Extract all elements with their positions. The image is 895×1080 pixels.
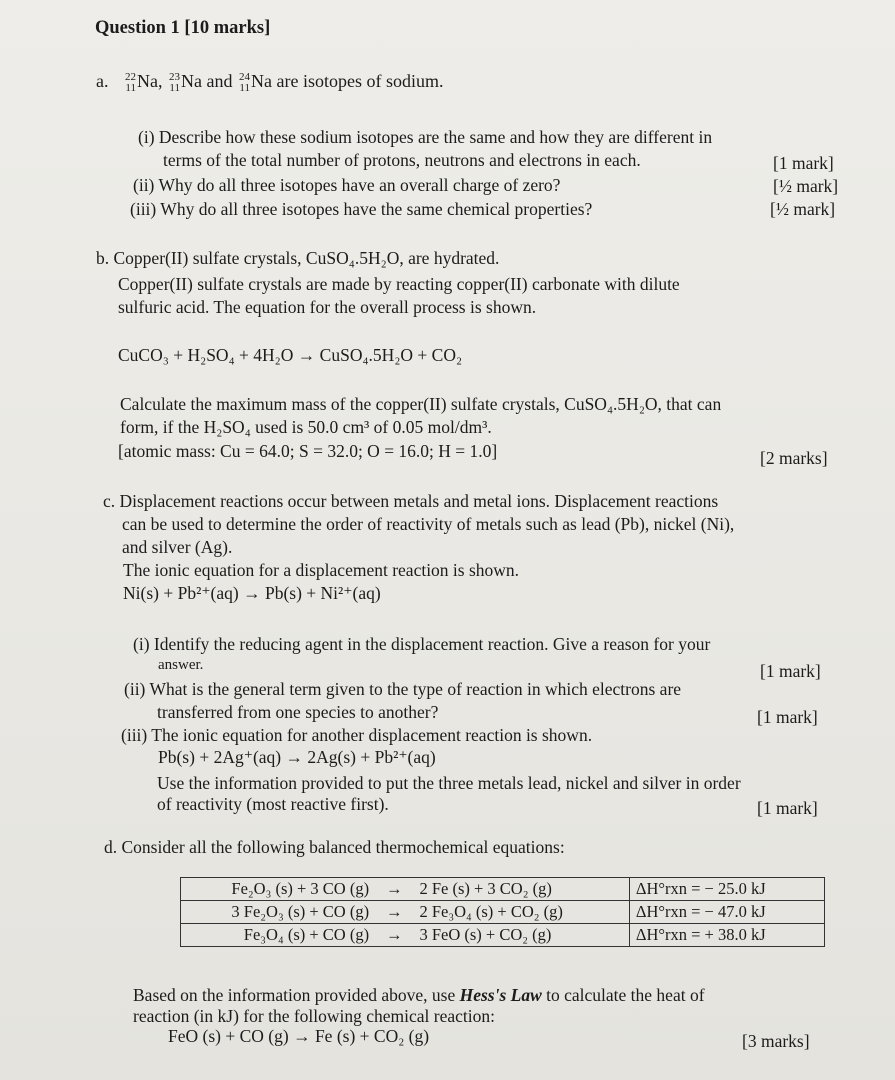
- part-c-q3-marks: [1 mark]: [757, 798, 818, 818]
- part-d-target-equation: FeO (s) + CO (g) → Fe (s) + CO₂ (g): [168, 1026, 430, 1046]
- part-a-intro-tail: are isotopes of sodium.: [276, 71, 444, 91]
- isotope-na-22: [125, 70, 158, 94]
- part-b-line1: b. Copper(II) sulfate crystals, CuSO₄.5H₂O, are hydrated.: [96, 248, 500, 268]
- part-a-q1-marks: [1 mark]: [773, 153, 834, 173]
- thermochemical-equations-table: [180, 877, 825, 947]
- hess-text-post: to calculate the heat of: [541, 985, 705, 1005]
- products-cell: 2 Fe₃O₄ (s) + CO₂ (g): [413, 901, 629, 924]
- reactants-cell: 3 Fe₂O₃ (s) + CO (g): [181, 901, 376, 924]
- hess-text-pre: Based on the information provided above, use: [133, 985, 460, 1005]
- products-cell: 2 Fe (s) + 3 CO₂ (g): [413, 878, 629, 901]
- part-d-hess-line1: [133, 984, 705, 1006]
- enthalpy-cell: ΔH°rxn = + 38.0 kJ: [629, 924, 824, 947]
- isotope-z: 11: [239, 81, 250, 94]
- part-a-q1-line2: terms of the total number of protons, neutrons and electrons in each.: [163, 150, 641, 170]
- table-row: [181, 924, 825, 947]
- isotope-conjunction: and: [206, 71, 233, 91]
- question-title: Question 1 [10 marks]: [95, 18, 271, 38]
- part-c-q1-line1: (i) Identify the reducing agent in the displacement reaction. Give a reason for your: [133, 634, 711, 654]
- part-a-q1-line1: (i) Describe how these sodium isotopes are the same and how they are different in: [138, 127, 713, 147]
- table-row: [181, 901, 825, 924]
- arrow-cell: →: [375, 878, 413, 901]
- part-c-equation: Ni(s) + Pb²⁺(aq) → Pb(s) + Ni²⁺(aq): [123, 583, 381, 603]
- isotope-mass: 22: [125, 70, 136, 83]
- isotope-na-24: [239, 70, 272, 94]
- reactants-cell: Fe₃O₄ (s) + CO (g): [181, 924, 376, 947]
- part-b-line3: sulfuric acid. The equation for the overall process is shown.: [118, 297, 537, 317]
- isotope-na-23: [169, 70, 202, 94]
- part-b-equation: CuCO₃ + H₂SO₄ + 4H₂O → CuSO₄.5H₂O + CO₂: [118, 345, 463, 365]
- isotope-symbol: Na: [137, 71, 158, 91]
- part-c-q3-line1: (iii) The ionic equation for another displacement reaction is shown.: [121, 725, 593, 745]
- enthalpy-cell: ΔH°rxn = − 47.0 kJ: [629, 901, 824, 924]
- products-cell: 3 FeO (s) + CO₂ (g): [413, 924, 629, 947]
- part-b-marks: [2 marks]: [760, 448, 828, 468]
- isotope-symbol: Na: [181, 71, 202, 91]
- part-c-line3: and silver (Ag).: [122, 537, 233, 557]
- part-c-q2-line2: transferred from one species to another?: [157, 702, 439, 722]
- part-b-calc-line2: form, if the H₂SO₄ used is 50.0 cm³ of 0.05 mol/dm³.: [120, 417, 492, 437]
- hess-law-emphasis: Hess's Law: [459, 985, 542, 1005]
- part-c-q3-equation: Pb(s) + 2Ag⁺(aq) → 2Ag(s) + Pb²⁺(aq): [158, 747, 436, 767]
- part-a-q3: (iii) Why do all three isotopes have the same chemical properties?: [130, 199, 593, 219]
- isotope-symbol: Na: [251, 71, 272, 91]
- part-c-q1-marks: [1 mark]: [760, 661, 821, 681]
- part-a-heading: [96, 70, 443, 94]
- part-c-line2: can be used to determine the order of reactivity of metals such as lead (Pb), nickel (Ni),: [122, 514, 735, 534]
- part-b-calc-line1: Calculate the maximum mass of the copper(II) sulfate crystals, CuSO₄.5H₂O, that can: [120, 394, 722, 414]
- part-d-intro: d. Consider all the following balanced thermochemical equations:: [104, 837, 565, 857]
- arrow-cell: →: [375, 924, 413, 947]
- part-d-hess-line2: reaction (in kJ) for the following chemical reaction:: [133, 1006, 496, 1026]
- part-c-q2-marks: [1 mark]: [757, 707, 818, 727]
- isotope-z: 11: [125, 81, 136, 94]
- part-c-q1-line2: answer.: [158, 657, 204, 673]
- part-c-q3-line4: of reactivity (most reactive first).: [157, 794, 389, 814]
- part-a-label: a.: [96, 71, 109, 91]
- arrow-cell: →: [375, 901, 413, 924]
- isotope-mass: 24: [239, 70, 250, 83]
- enthalpy-cell: ΔH°rxn = − 25.0 kJ: [629, 878, 824, 901]
- part-a-q2: (ii) Why do all three isotopes have an overall charge of zero?: [133, 175, 561, 195]
- part-a-q3-marks: [½ mark]: [770, 199, 836, 219]
- part-a-q2-marks: [½ mark]: [773, 176, 839, 196]
- part-c-q3-line3: Use the information provided to put the three metals lead, nickel and silver in order: [157, 773, 741, 793]
- part-b-atomic-masses: [atomic mass: Cu = 64.0; S = 32.0; O = 16.0; H = 1.0]: [118, 441, 498, 461]
- isotope-separator: ,: [158, 71, 163, 91]
- isotope-mass: 23: [169, 70, 180, 83]
- reactants-cell: Fe₂O₃ (s) + 3 CO (g): [181, 878, 376, 901]
- part-d-marks: [3 marks]: [742, 1031, 810, 1051]
- table-row: [181, 878, 825, 901]
- part-c-line4: The ionic equation for a displacement reaction is shown.: [123, 560, 520, 580]
- part-b-line2: Copper(II) sulfate crystals are made by reacting copper(II) carbonate with dilute: [118, 274, 680, 294]
- part-c-q2-line1: (ii) What is the general term given to the type of reaction in which electrons are: [124, 679, 682, 699]
- part-c-line1: c. Displacement reactions occur between metals and metal ions. Displacement reactions: [103, 491, 719, 511]
- isotope-z: 11: [169, 81, 180, 94]
